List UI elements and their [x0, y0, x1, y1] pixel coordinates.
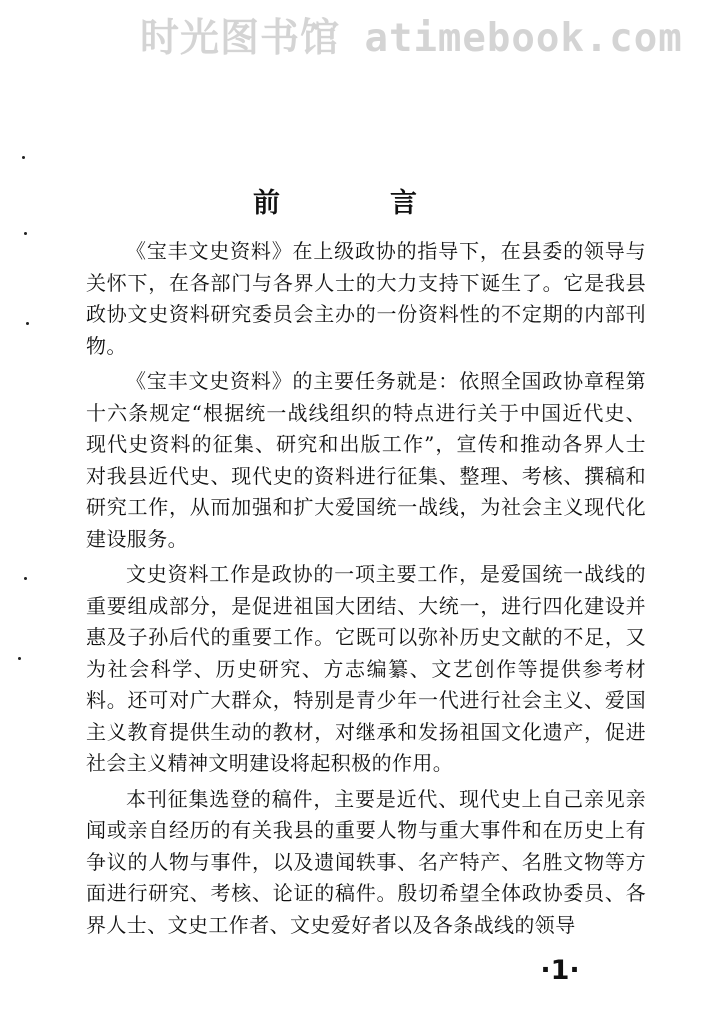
page-title: 前言: [253, 188, 527, 220]
body-text: [86, 236, 646, 945]
paragraph-3: 文史资料工作是政协的一项主要工作，是爱国统一战线的重要组成部分，是促进祖国大团结、大统一，进行四化建设并惠及子孙后代的重要工作。它既可以弥补历史文献的不足，又为社会科学、历史研究、方志编纂、文艺创作等提供参考材料。还可对广大群众，特别是青少年一代进行社会主义、爱国主义教育提供生动的教材，对继承和发扬祖国文化遗产，促进社会主义精神文明建设将起积极的作用。: [86, 562, 646, 775]
paragraph-1: 《宝丰文史资料》在上级政协的指导下，在县委的领导与关怀下，在各部门与各界人士的大力支持下诞生了。它是我县政协文史资料研究委员会主办的一份资料性的不定期的内部刊物。: [86, 239, 646, 358]
scan-speck: [22, 156, 25, 159]
scan-speck: [26, 322, 29, 325]
paragraph-2: 《宝丰文史资料》的主要任务就是：依照全国政协章程第十六条规定“根据统一战线组织的特点进行关于中国近代史、现代史资料的征集、研究和出版工作”，宣传和推动各界人士对我县近代史、现代史的资料进行征集、整理、考核、撰稿和研究工作，从而加强和扩大爱国统一战线，为社会主义现代化建设服务。: [86, 369, 646, 551]
scan-speck: [24, 232, 27, 235]
watermark: 时光图书馆 atimebook.com: [140, 16, 683, 61]
paragraph-4: 本刊征集选登的稿件，主要是近代、现代史上自己亲见亲闻或亲自经历的有关我县的重要人物与重大事件和在历史上有争议的人物与事件，以及遗闻轶事、名产特产、名胜文物等方面进行研究、考核、论证的稿件。殷切希望全体政协委员、各界人士、文史工作者、文史爱好者以及各条战线的领导: [86, 786, 646, 937]
page-number: ·1·: [540, 955, 580, 986]
scan-speck: [24, 577, 27, 580]
scan-speck: [18, 657, 21, 660]
